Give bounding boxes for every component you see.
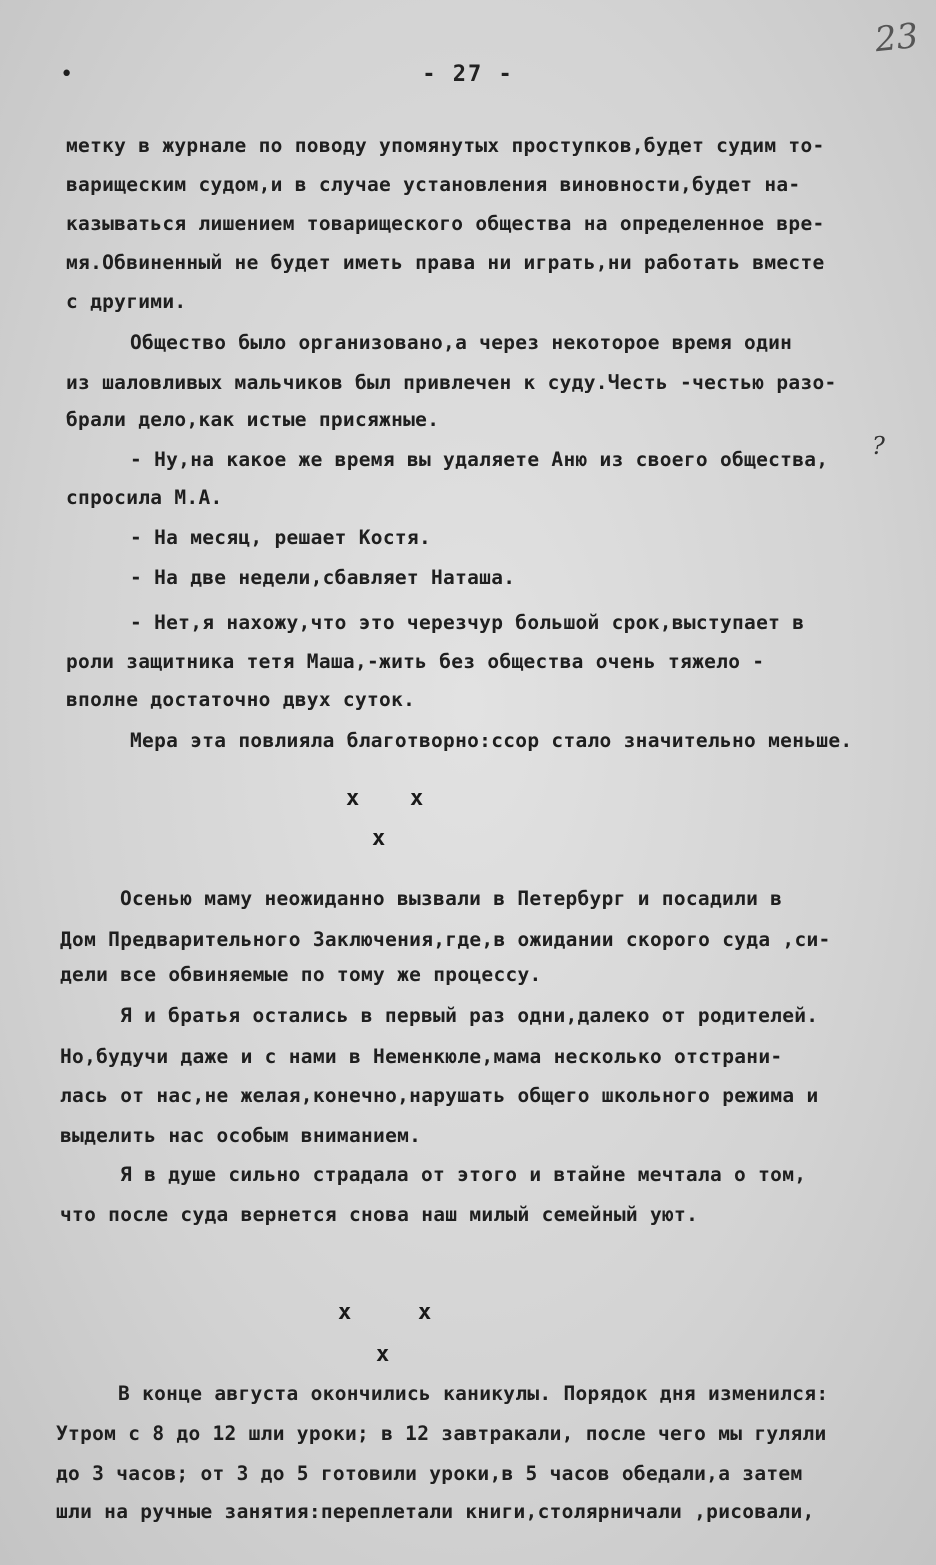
text-line: - Ну,на какое же время вы удаляете Аню из своего общества, <box>130 448 829 471</box>
text-line: - На месяц, решает Костя. <box>130 526 431 549</box>
text-line: шли на ручные занятия:переплетали книги,столярничали ,рисовали, <box>56 1500 815 1523</box>
section-separator-mark: x <box>376 1342 390 1367</box>
text-line: Но,будучи даже и с нами в Неменкюле,мама несколько отстрани- <box>60 1045 783 1068</box>
text-line: Утром с 8 до 12 шли уроки; в 12 завтракали, после чего мы гуляли <box>56 1422 827 1445</box>
section-separator-mark: x <box>410 786 424 811</box>
text-line: - Нет,я нахожу,что это черезчур большой срок,выступает в <box>130 611 805 634</box>
text-line: Осенью маму неожиданно вызвали в Петербург и посадили в <box>120 887 783 910</box>
section-separator-mark: x <box>372 826 386 851</box>
text-line: Я и братья остались в первый раз одни,далеко от родителей. <box>120 1004 819 1027</box>
text-line: выделить нас особым вниманием. <box>60 1124 422 1147</box>
text-line: роли защитника тетя Маша,-жить без общества очень тяжело - <box>66 650 765 673</box>
text-line: лась от нас,не желая,конечно,нарушать общего школьного режима и <box>60 1084 819 1107</box>
text-line: до 3 часов; от 3 до 5 готовили уроки,в 5 часов обедали,а затем <box>56 1462 803 1485</box>
text-line: - На две недели,сбавляет Наташа. <box>130 566 516 589</box>
section-separator-mark: x <box>418 1300 432 1325</box>
text-line: Дом Предварительного Заключения,где,в ожидании скорого суда ,си- <box>60 928 831 951</box>
text-line: казываться лишением товарищеского общества на определенное вре- <box>66 212 825 235</box>
section-separator-mark: x <box>338 1300 352 1325</box>
text-line: спросила М.А. <box>66 486 223 509</box>
text-line: что после суда вернется снова наш милый семейный уют. <box>60 1203 699 1226</box>
page-number: - 27 - <box>422 62 514 87</box>
text-line: мя.Обвиненный не будет иметь права ни играть,ни работать вместе <box>66 251 825 274</box>
text-line: Мера эта повлияла благотворно:ссор стало значительно меньше. <box>130 729 853 752</box>
text-line: дели все обвиняемые по тому же процессу. <box>60 963 542 986</box>
text-line: Общество было организовано,а через некоторое время один <box>130 331 793 354</box>
text-line: из шаловливых мальчиков был привлечен к суду.Честь -честью разо- <box>66 371 837 394</box>
handwritten-annotation: ? <box>872 432 885 460</box>
margin-dot: • <box>60 62 74 87</box>
text-line: вполне достаточно двух суток. <box>66 688 416 711</box>
folio-number: 23 <box>872 15 920 61</box>
text-line: с другими. <box>66 290 187 313</box>
text-line: метку в журнале по поводу упомянутых проступков,будет судим то- <box>66 134 825 157</box>
section-separator-mark: x <box>346 786 360 811</box>
text-line: варищеским судом,и в случае установления виновности,будет на- <box>66 173 801 196</box>
text-line: брали дело,как истые присяжные. <box>66 408 440 431</box>
text-line: В конце августа окончились каникулы. Порядок дня изменился: <box>118 1382 829 1405</box>
text-line: Я в душе сильно страдала от этого и втайне мечтала о том, <box>120 1163 807 1186</box>
